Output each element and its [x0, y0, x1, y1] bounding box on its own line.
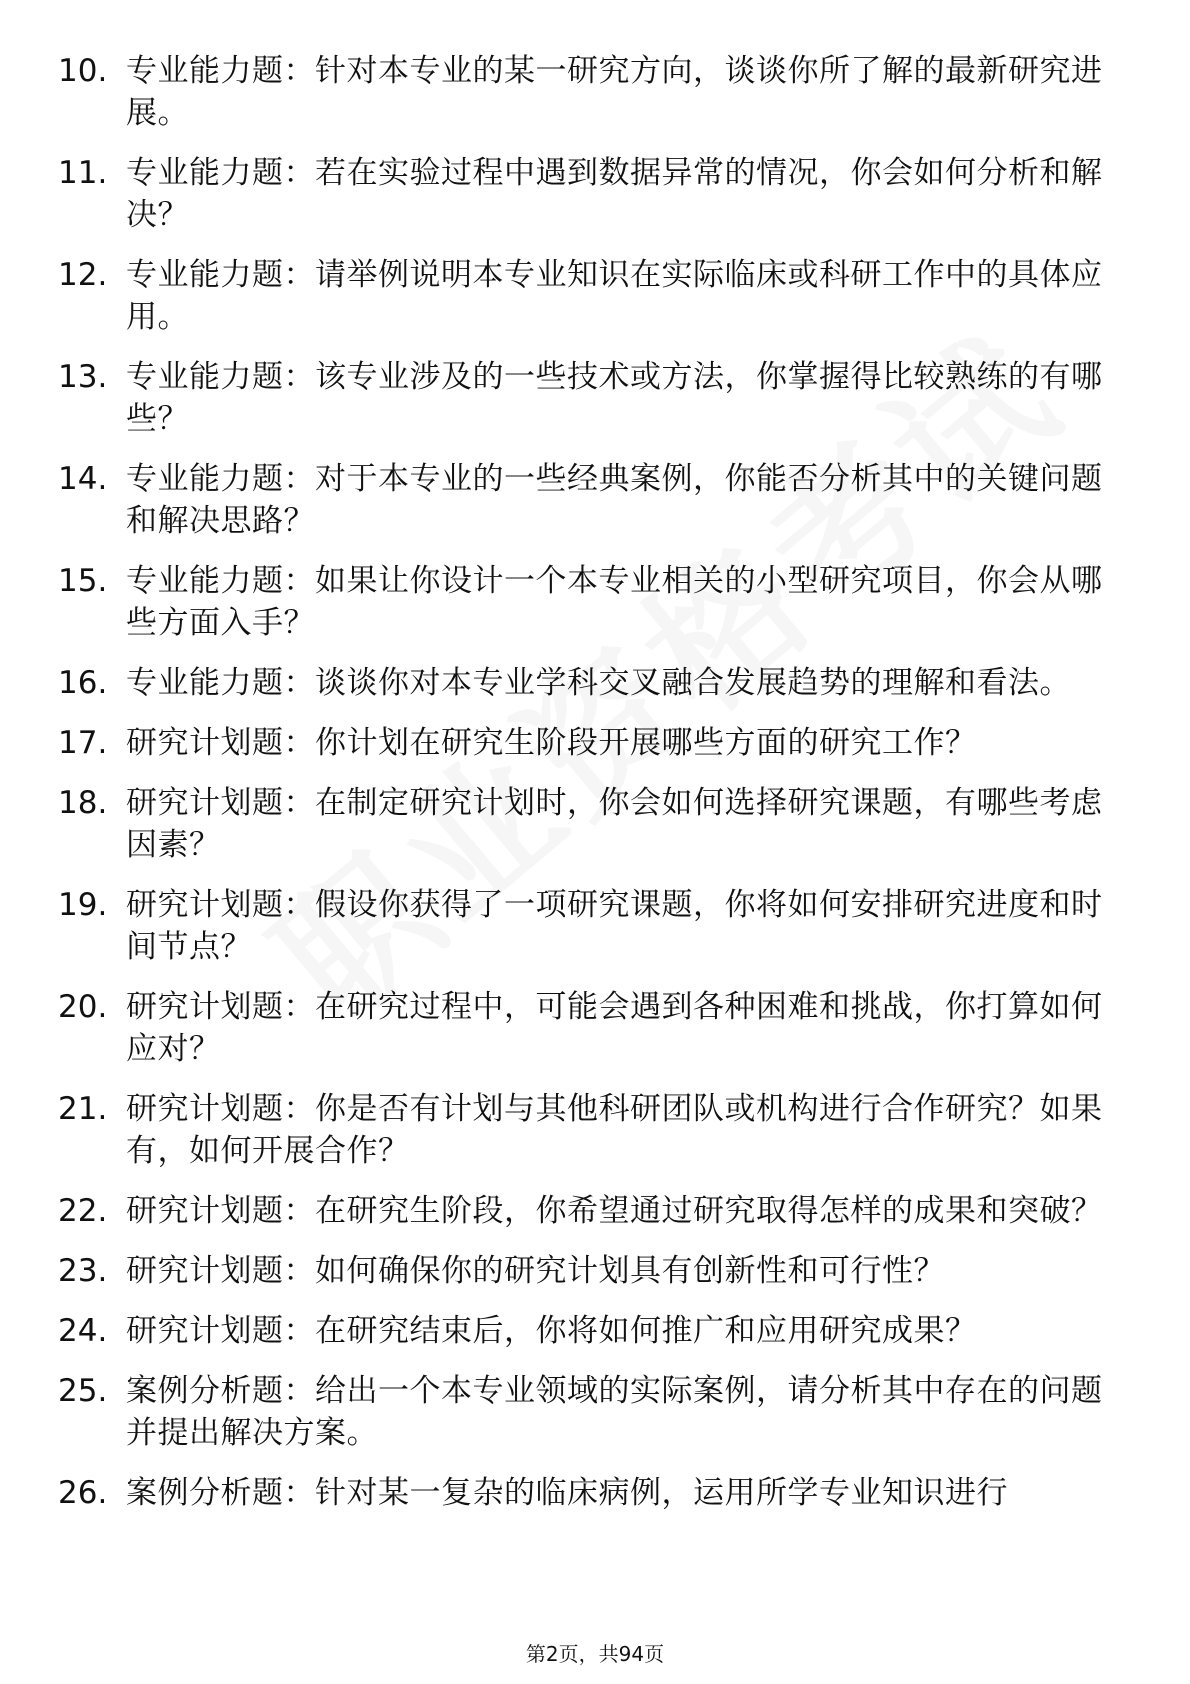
question-item [58, 356, 1108, 440]
question-number: 12. [58, 257, 108, 293]
question-item [58, 722, 1108, 764]
question-text: 研究计划题：你是否有计划与其他科研团队或机构进行合作研究？如果有，如何开展合作？ [126, 1091, 1103, 1169]
question-text: 专业能力题：针对本专业的某一研究方向，谈谈你所了解的最新研究进展。 [126, 53, 1103, 131]
question-number: 13. [58, 359, 108, 395]
question-item [58, 1250, 1108, 1292]
question-item [58, 1190, 1108, 1232]
question-number: 14. [58, 461, 108, 497]
question-text: 专业能力题：若在实验过程中遇到数据异常的情况，你会如何分析和解决？ [126, 155, 1103, 233]
question-text: 研究计划题：你计划在研究生阶段开展哪些方面的研究工作？ [126, 725, 977, 761]
question-item [58, 782, 1108, 866]
question-item [58, 1370, 1108, 1454]
question-number: 20. [58, 989, 108, 1025]
question-text: 专业能力题：如果让你设计一个本专业相关的小型研究项目，你会从哪些方面入手？ [126, 563, 1103, 641]
question-text: 研究计划题：在研究生阶段，你希望通过研究取得怎样的成果和突破？ [126, 1193, 1103, 1229]
question-item [58, 1088, 1108, 1172]
question-item [58, 884, 1108, 968]
question-number: 23. [58, 1253, 108, 1289]
question-number: 10. [58, 53, 108, 89]
question-text: 研究计划题：在研究结束后，你将如何推广和应用研究成果？ [126, 1313, 977, 1349]
question-number: 21. [58, 1091, 108, 1127]
question-item [58, 1472, 1108, 1514]
question-text: 案例分析题：给出一个本专业领域的实际案例，请分析其中存在的问题并提出解决方案。 [126, 1373, 1103, 1451]
question-number: 16. [58, 665, 108, 701]
question-text: 研究计划题：假设你获得了一项研究课题，你将如何安排研究进度和时间节点？ [126, 887, 1103, 965]
question-text: 研究计划题：在研究过程中，可能会遇到各种困难和挑战，你打算如何应对？ [126, 989, 1103, 1067]
question-text: 专业能力题：对于本专业的一些经典案例，你能否分析其中的关键问题和解决思路？ [126, 461, 1103, 539]
question-item [58, 560, 1108, 644]
page-footer: 第2页，共94页 [525, 1642, 665, 1666]
question-item [58, 662, 1108, 704]
question-item [58, 1310, 1108, 1352]
question-number: 11. [58, 155, 108, 191]
question-item [58, 50, 1108, 134]
question-number: 17. [58, 725, 108, 761]
question-number: 19. [58, 887, 108, 923]
question-number: 15. [58, 563, 108, 599]
question-number: 22. [58, 1193, 108, 1229]
question-number: 26. [58, 1475, 108, 1511]
question-text: 专业能力题：请举例说明本专业知识在实际临床或科研工作中的具体应用。 [126, 257, 1103, 335]
question-item [58, 254, 1108, 338]
question-list [58, 50, 1108, 1532]
question-text: 案例分析题：针对某一复杂的临床病例，运用所学专业知识进行 [126, 1475, 1008, 1511]
question-number: 24. [58, 1313, 108, 1349]
question-item [58, 458, 1108, 542]
question-text: 研究计划题：如何确保你的研究计划具有创新性和可行性？ [126, 1253, 945, 1289]
question-number: 25. [58, 1373, 108, 1409]
question-text: 研究计划题：在制定研究计划时，你会如何选择研究课题，有哪些考虑因素？ [126, 785, 1103, 863]
question-number: 18. [58, 785, 108, 821]
question-item [58, 152, 1108, 236]
question-item [58, 986, 1108, 1070]
question-text: 专业能力题：该专业涉及的一些技术或方法，你掌握得比较熟练的有哪些？ [126, 359, 1103, 437]
question-text: 专业能力题：谈谈你对本专业学科交叉融合发展趋势的理解和看法。 [126, 665, 1071, 701]
